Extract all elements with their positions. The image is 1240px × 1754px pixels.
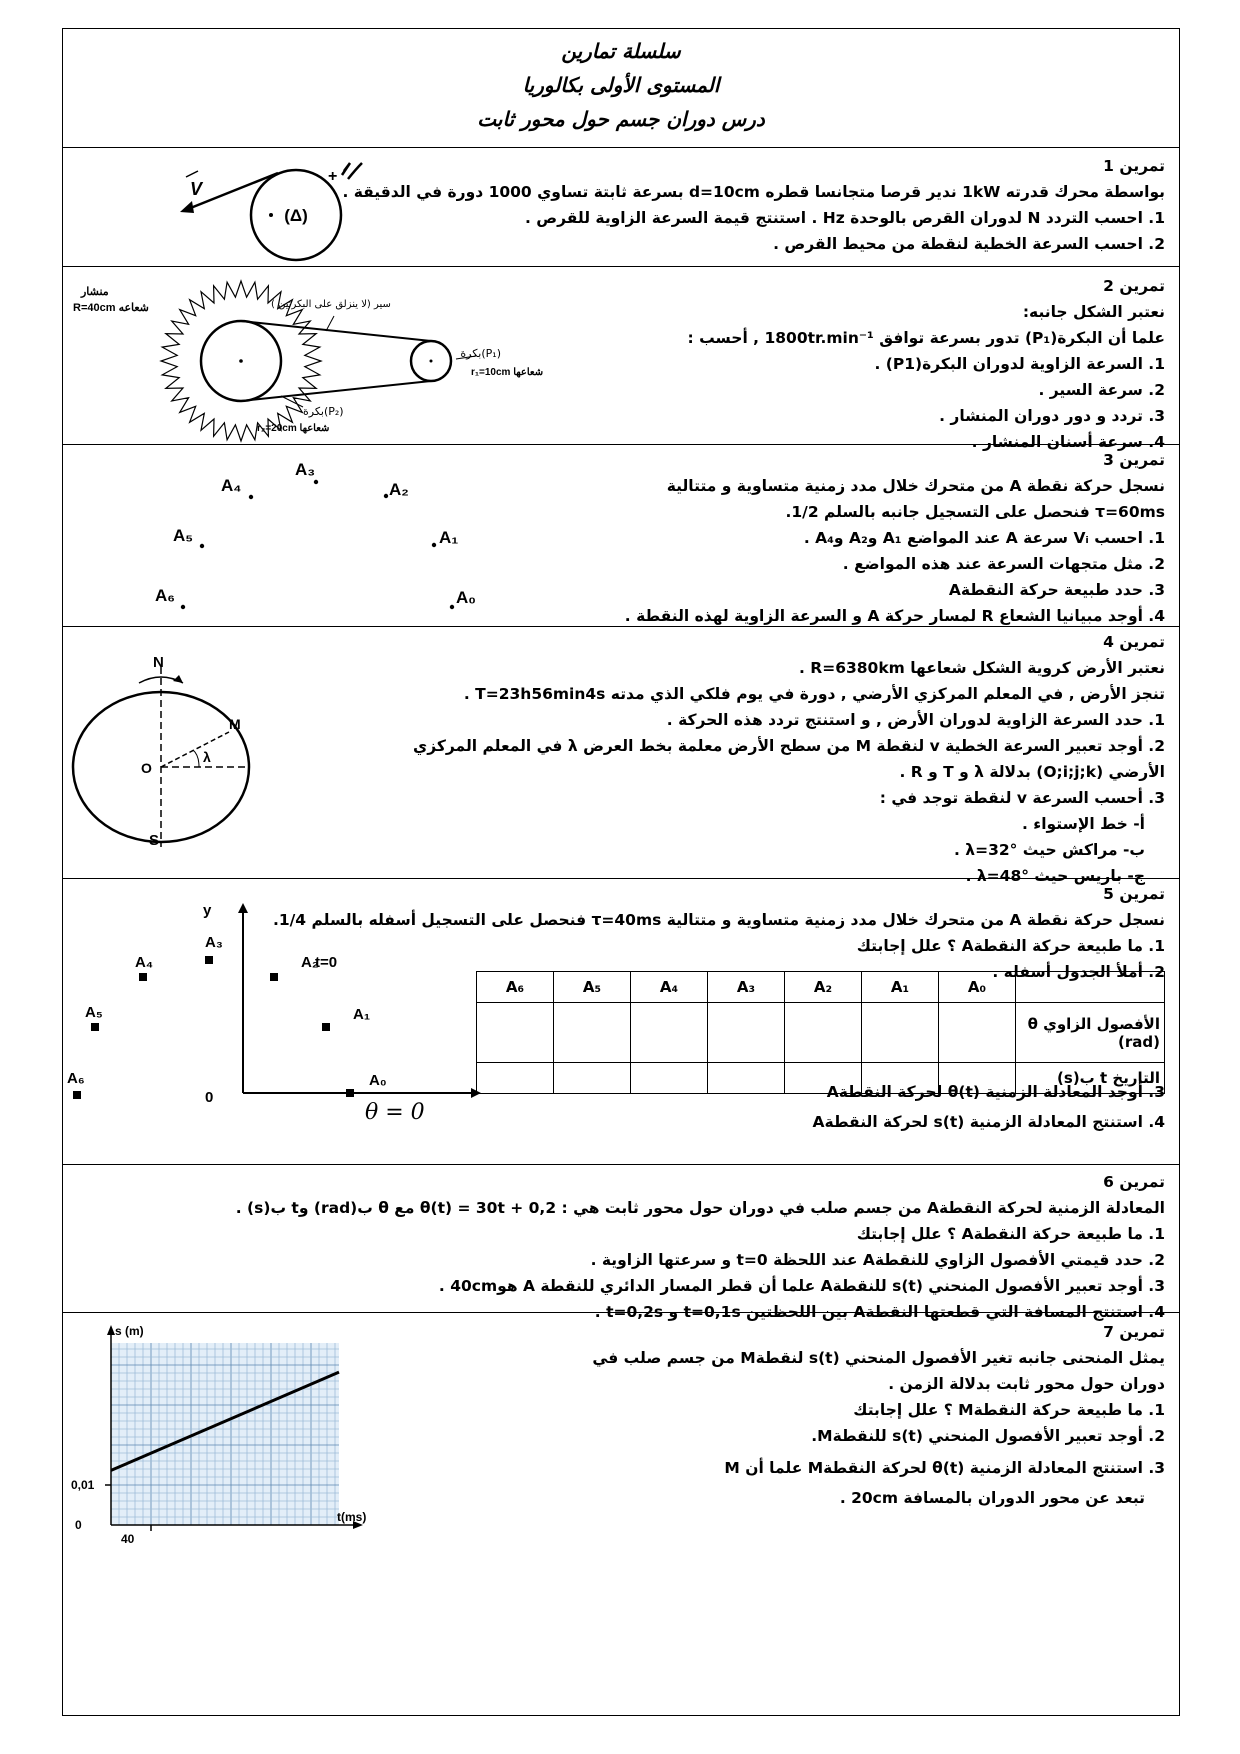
exercise-4-title: تمرين 4 xyxy=(1103,633,1165,651)
table-header: A₆ xyxy=(477,972,554,1003)
exercise-3-text xyxy=(625,447,1165,629)
velocity-label: V xyxy=(190,179,203,199)
exercise-3-q2: 2. مثل متجهات السرعة عند هذه المواضع . xyxy=(842,555,1165,573)
point-a2 xyxy=(270,973,278,981)
point-a1 xyxy=(322,1023,330,1031)
exercise-7 xyxy=(63,1313,1179,1717)
point-a4 xyxy=(249,495,253,499)
exercise-5-q4: 4. استنتج المعادلة الزمنية s(t) لحركة النقطةA xyxy=(812,1113,1165,1131)
exercise-3-q4: 4. أوجد مبيانيا الشعاع R لمسار حركة A و السرعة الزاوية لهذه النقطة . xyxy=(624,607,1165,625)
exercise-6-q4: 4. استنتج المسافة التي قطعتها النقطةA بين اللحظتين t=0,1s و t=0,2s . xyxy=(594,1303,1165,1321)
label-a4: A₄ xyxy=(221,476,242,495)
chart-origin-label: 0 xyxy=(75,1518,82,1532)
point-a0 xyxy=(346,1089,354,1097)
exercise-6-q2: 2. حدد قيمتي الأفصول الزاوي للنقطةA عند اللحظة t=0 و سرعتها الزاوية . xyxy=(590,1251,1165,1269)
exercise-4-q3: 3. أحسب السرعة v لنقطة توجد في : xyxy=(879,789,1165,807)
chart-y-tick-label: 0,01 xyxy=(71,1478,95,1492)
label-a6: A₆ xyxy=(67,1070,85,1087)
exercise-7-q3b: تبعد عن محور الدوران بالمسافة 20cm . xyxy=(839,1489,1145,1507)
point-a4 xyxy=(139,973,147,981)
y-axis-label: y xyxy=(203,902,212,919)
exercise-1-q2: 2. احسب السرعة الخطية لنقطة من محيط القرص . xyxy=(773,235,1165,253)
exercise-4-case-a: أ- خط الإستواء . xyxy=(1022,815,1145,833)
saw-label: منشار xyxy=(81,286,109,298)
exercise-5-q3: 3. أوجد المعادلة الزمنية θ(t) لحركة النقطةA xyxy=(826,1083,1165,1101)
label-a5: A₅ xyxy=(173,526,194,545)
exercise-3-line2: τ=60ms فنحصل على التسجيل جانبه بالسلم 1/2. xyxy=(785,503,1165,521)
point-a2 xyxy=(384,494,388,498)
exercise-6-text xyxy=(236,1169,1165,1325)
exercise-5-line1: نسجل حركة نقطة A من متحرك خلال مدد زمنية متساوية و متتالية τ=40ms فنحصل على التسجيل أسفله بالسلم 1/4. xyxy=(272,911,1165,929)
origin-label: 0 xyxy=(205,1089,214,1106)
s-t-chart xyxy=(67,1321,407,1551)
exercise-4-case-c: ج- باريس حيث λ=48° . xyxy=(965,867,1145,885)
exercise-2-q4: 4. سرعة أسنان المنشار . xyxy=(971,433,1165,451)
exercise-6-q1: 1. ما طبيعة حركة النقطةA ؟ علل إجابتك xyxy=(856,1225,1165,1243)
exercise-3 xyxy=(63,445,1179,627)
belt-label: سير (لا ينزلق على البكرتين ) xyxy=(271,299,391,310)
exercise-4-q1: 1. حدد السرعة الزاوية لدوران الأرض , و استنتج تردد هذه الحركة . xyxy=(666,711,1165,729)
exercise-2-text xyxy=(688,273,1165,455)
exercise-4-case-b: ب- مراكش حيث λ=32° . xyxy=(953,841,1145,859)
series-title: سلسلة تمارين xyxy=(561,39,681,63)
label-a2: A₂ xyxy=(389,480,409,499)
exercise-4-q2a: 2. أوجد تعبير السرعة الخطية v لنقطة M من سطح الأرض معلمة بخط العرض λ في المعلم المركزي xyxy=(413,737,1165,755)
table-header: A₂ xyxy=(785,972,862,1003)
table-header: A₅ xyxy=(554,972,631,1003)
label-a3: A₃ xyxy=(295,460,316,479)
label-a1: A₁ xyxy=(353,1006,371,1023)
chart-x-tick-label: 40 xyxy=(121,1532,135,1546)
chart-y-label: s (m) xyxy=(115,1324,144,1338)
pulley-p2-radius: r₂=20cm شعاعها xyxy=(257,423,330,434)
rotation-sign: + xyxy=(328,168,338,185)
chart-plot-area xyxy=(111,1343,339,1525)
point-a3 xyxy=(205,956,213,964)
radius-to-m xyxy=(161,732,229,767)
point-a3 xyxy=(314,480,318,484)
table-header: A₃ xyxy=(708,972,785,1003)
exercise-6-title: تمرين 6 xyxy=(1103,1173,1165,1191)
saw-radius-label: R=40cm شعاعه xyxy=(73,302,149,314)
point-a5 xyxy=(200,544,204,548)
row-label-angle: الأفصول الزاوي θ (rad) xyxy=(1016,1003,1165,1063)
theta-zero-label: θ = 0 xyxy=(365,1100,425,1125)
north-label: N xyxy=(153,654,164,671)
south-label: S xyxy=(149,832,160,849)
label-a5: A₅ xyxy=(85,1004,103,1021)
saw-belt-figure xyxy=(71,271,544,441)
belt-top xyxy=(241,321,431,341)
point-a6 xyxy=(73,1091,81,1099)
exercise-6-q3: 3. أوجد تعبير الأفصول المنحني s(t) للنقطةA علما أن قطر المسار الدائري للنقطة A هو40cm . xyxy=(438,1277,1165,1295)
exercise-3-q3: 3. حدد طبيعة حركة النقطةA xyxy=(948,581,1165,599)
exercise-7-line1: يمثل المنحنى جانبه تغير الأفصول المنحني s(t) لنقطةM من جسم صلب في xyxy=(592,1349,1165,1367)
disk-figure xyxy=(168,157,398,265)
exercise-2 xyxy=(63,267,1179,451)
exercise-7-line2: دوران حول محور ثابت بدلالة الزمن . xyxy=(888,1375,1165,1393)
point-m-label: M xyxy=(229,716,241,732)
exercise-4 xyxy=(63,627,1179,885)
exercise-7-q2: 2. أوجد تعبير الأفصول المنحني s(t) للنقطةM. xyxy=(811,1427,1165,1445)
exercise-2-q3: 3. تردد و دور دوران المنشار . xyxy=(939,407,1165,425)
exercise-1-q1: 1. احسب التردد N لدوران القرص بالوحدة Hz . استنتج قيمة السرعة الزاوية للقرص . xyxy=(524,209,1165,227)
point-a1 xyxy=(432,543,436,547)
center-label: O xyxy=(141,760,152,776)
lesson-title: درس دوران جسم حول محور ثابت xyxy=(477,107,765,131)
table-header: A₄ xyxy=(631,972,708,1003)
exercise-4-line1: نعتبر الأرض كروية الشكل شعاعها R=6380km . xyxy=(798,659,1165,677)
exercise-4-line2: تنجز الأرض , في المعلم المركزي الأرضي , دورة في يوم فلكي الذي مدته T=23h56min4s . xyxy=(463,685,1165,703)
worksheet-header xyxy=(63,29,1179,148)
exercise-4-text xyxy=(413,629,1165,889)
exercise-6 xyxy=(63,1165,1179,1321)
exercise-7-q1: 1. ما طبيعة حركة النقطةM ؟ علل إجابتك xyxy=(853,1401,1165,1419)
exercise-2-given: علما أن البكرة(P₁) تدور بسرعة توافق 1800tr.min⁻¹ , أحسب : xyxy=(687,329,1165,347)
exercise-7-text xyxy=(592,1319,1165,1511)
label-t0: t=0 xyxy=(315,954,338,971)
latitude-label: λ xyxy=(203,749,211,765)
label-a1: A₁ xyxy=(439,528,459,547)
exercise-1 xyxy=(63,147,1179,267)
table-header: A₀ xyxy=(939,972,1016,1003)
pulley-p2-label: بكرة(P₂) xyxy=(303,405,344,418)
exercise-3-line1: نسجل حركة نقطة A من متحرك خلال مدد زمنية متساوية و متتالية xyxy=(666,477,1165,495)
exercise-3-title: تمرين 3 xyxy=(1103,451,1165,469)
exercise-1-text xyxy=(342,153,1165,257)
pulley-p1-radius: r₁=10cm شعاعها xyxy=(471,367,544,378)
point-a5 xyxy=(91,1023,99,1031)
exercise-3-q1: 1. احسب Vᵢ سرعة A عند المواضع A₁ وA₂ وA₄ . xyxy=(803,529,1165,547)
recording-ex3 xyxy=(83,451,513,621)
exercise-5-text-bottom xyxy=(813,1079,1165,1135)
label-a0: A₀ xyxy=(369,1072,387,1089)
velocity-arrowhead xyxy=(180,201,194,213)
exercise-7-title: تمرين 7 xyxy=(1103,1323,1165,1341)
level-title: المستوى الأولى بكالوريا xyxy=(522,73,720,97)
exercise-2-q1: 1. السرعة الزاوية لدوران البكرة(P1) . xyxy=(874,355,1165,373)
exercise-2-title: تمرين 2 xyxy=(1103,277,1165,295)
exercise-5-q2: 2. أملأ الجدول أسفله . xyxy=(992,963,1165,981)
earth-figure xyxy=(69,654,329,857)
row-label-time: التاريخ t ب(s) xyxy=(1016,1063,1165,1094)
recording-ex5 xyxy=(63,899,483,1139)
disk-axis-label: (Δ) xyxy=(284,206,308,225)
label-a2: A₂ xyxy=(301,954,319,971)
exercise-2-intro: نعتبر الشكل جانبه: xyxy=(1022,303,1165,321)
chart-x-label: t(ms) xyxy=(337,1510,367,1524)
pulley-p1-label: بكرة(P₁) xyxy=(460,347,501,360)
exercise-1-title: تمرين 1 xyxy=(1103,157,1165,175)
worksheet xyxy=(62,28,1180,1716)
exercise-5 xyxy=(63,879,1179,1165)
label-a6: A₆ xyxy=(155,586,175,605)
exercise-2-q2: 2. سرعة السير . xyxy=(1038,381,1165,399)
point-a0 xyxy=(450,605,454,609)
exercise-4-q2b: الأرضي (O;i;j;k) بدلالة λ و T و R . xyxy=(899,763,1165,781)
exercise-5-title: تمرين 5 xyxy=(1103,885,1165,903)
label-a0: A₀ xyxy=(456,588,476,607)
exercise-1-intro: بواسطة محرك قدرته 1kW ندير قرصا متجانسا قطره d=10cm بسرعة ثابتة تساوي 1000 دورة في الدقيقة . xyxy=(342,183,1165,201)
exercise-5-q1: 1. ما طبيعة حركة النقطةA ؟ علل إجابتك xyxy=(856,937,1165,955)
table-ex5 xyxy=(476,971,1165,1094)
belt-bottom xyxy=(241,381,431,401)
exercise-7-q3: 3. استنتج المعادلة الزمنية θ(t) لحركة النقطةM علما أن M xyxy=(724,1459,1165,1477)
exercise-6-line1: المعادلة الزمنية لحركة النقطةA من جسم صلب في دوران حول محور ثابت هي : θ(t) = 30t + 0,2 مع θ ب(rad) وt ب(s) . xyxy=(235,1199,1165,1217)
label-a3: A₃ xyxy=(205,934,223,951)
label-a4: A₄ xyxy=(135,954,153,971)
point-a6 xyxy=(181,605,185,609)
table-header: A₁ xyxy=(862,972,939,1003)
